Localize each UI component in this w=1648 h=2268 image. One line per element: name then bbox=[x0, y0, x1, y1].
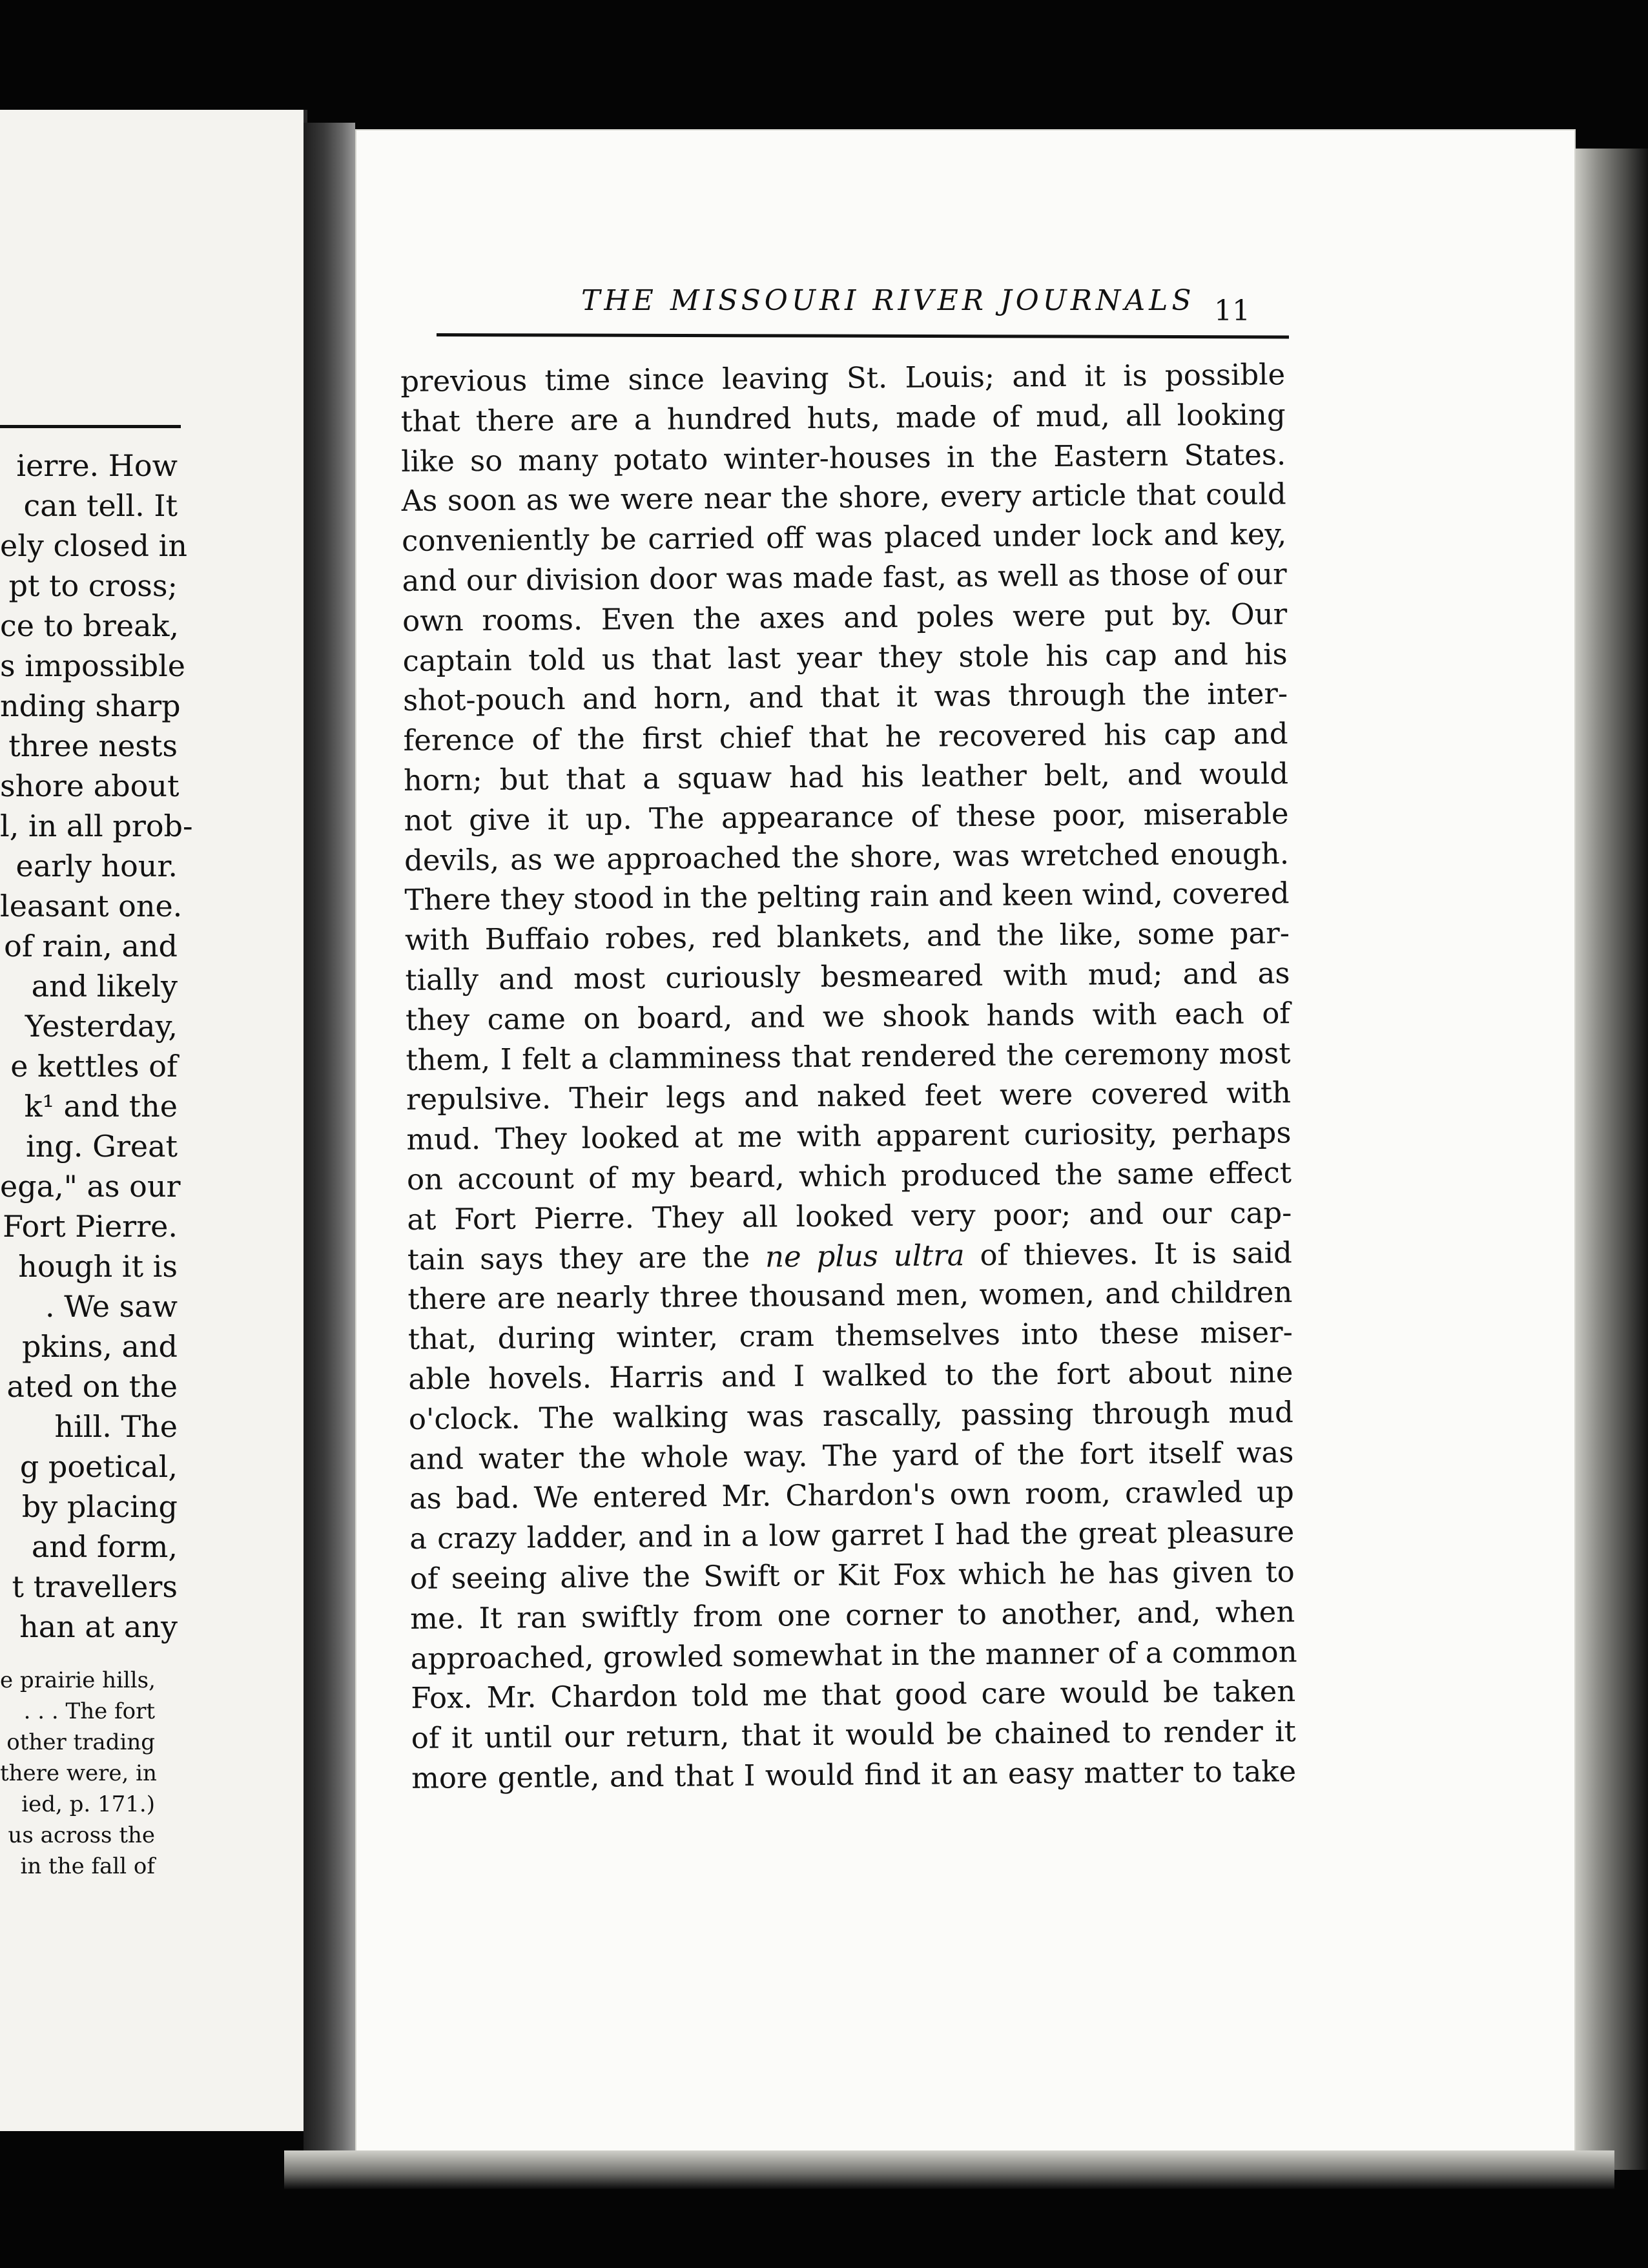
left-line: three nests bbox=[8, 728, 178, 763]
text-line: on account of my beard, which produced the same effect bbox=[406, 1155, 1292, 1197]
left-line: shore about bbox=[0, 768, 180, 803]
left-line: k¹ and the bbox=[24, 1089, 178, 1124]
text-line: they came on board, and we shook hands with each of bbox=[405, 995, 1291, 1037]
text-line: at Fort Pierre. They all looked very poor; and our cap- bbox=[407, 1195, 1292, 1237]
text-line: As soon as we were near the shore, every article that could bbox=[401, 477, 1286, 519]
text-segment: of thieves. It is said bbox=[980, 1235, 1293, 1272]
text-line: own rooms. Even the axes and poles were put by. Our bbox=[402, 597, 1288, 638]
footnote-line: . . . The fort bbox=[23, 1698, 155, 1724]
text-line: them, I felt a clamminess that rendered the ceremony most bbox=[406, 1035, 1291, 1077]
footnote-line: in the fall of bbox=[20, 1853, 155, 1879]
left-page-text bbox=[0, 446, 193, 1647]
text-line: more gentle, and that I would find it an easy matter to take bbox=[411, 1754, 1297, 1795]
left-line: Fort Pierre. bbox=[3, 1209, 178, 1244]
text-line: There they stood in the pelting rain and keen wind, covered bbox=[404, 876, 1290, 918]
text-line: that, during winter, cram themselves into these miser- bbox=[407, 1315, 1293, 1357]
left-line: g poetical, bbox=[19, 1449, 178, 1484]
left-facing-page bbox=[0, 110, 307, 2131]
text-line: with Buffaio robes, red blankets, and the like, some par- bbox=[404, 916, 1290, 958]
text-line: there are nearly three thousand men, women, and children bbox=[407, 1275, 1293, 1317]
text-line: previous time since leaving St. Louis; and it is possible bbox=[400, 357, 1286, 398]
text-line: of it until our return, that it would be chained to render it bbox=[411, 1714, 1296, 1756]
footnote-line: us across the bbox=[8, 1822, 155, 1848]
text-line: of seeing alive the Swift or Kit Fox which he has given to bbox=[409, 1554, 1295, 1596]
footnote-line: ied, p. 171.) bbox=[21, 1791, 155, 1817]
text-line: able hovels. Harris and I walked to the fort about nine bbox=[408, 1355, 1293, 1396]
text-line: me. It ran swiftly from one corner to another, and, when bbox=[410, 1594, 1295, 1636]
left-line: ing. Great bbox=[26, 1129, 178, 1164]
left-line: e kettles of bbox=[10, 1049, 178, 1084]
left-line: l, in all prob- bbox=[0, 809, 193, 843]
left-line: pt to cross; bbox=[8, 568, 178, 603]
left-line: of rain, and bbox=[4, 929, 178, 964]
footnote-line: e prairie hills, bbox=[0, 1667, 156, 1693]
left-line: ely closed in bbox=[0, 528, 187, 563]
page-bottom-edge bbox=[284, 2150, 1614, 2189]
text-line: captain told us that last year they stole his cap and his bbox=[402, 636, 1288, 678]
text-line: shot-pouch and horn, and that it was through the inter- bbox=[402, 676, 1288, 718]
footnote-line: there were, in bbox=[0, 1760, 157, 1786]
left-line: leasant one. bbox=[0, 889, 183, 923]
footnote-line: other trading bbox=[6, 1729, 155, 1755]
page-stack-edge bbox=[1576, 149, 1648, 2170]
page-number: 11 bbox=[1214, 294, 1250, 327]
italic-phrase: ne plus ultra bbox=[765, 1237, 965, 1274]
running-head: THE MISSOURI RIVER JOURNALS bbox=[581, 284, 1195, 317]
left-line: and likely bbox=[31, 969, 178, 1004]
text-line: ference of the first chief that he recovered his cap and bbox=[403, 716, 1288, 758]
text-line: approached, growled somewhat in the manner of a common bbox=[410, 1634, 1297, 1676]
text-line: conveniently be carried off was placed under lock and key, bbox=[401, 517, 1287, 559]
left-footnotes bbox=[0, 1665, 155, 1882]
text-line: horn; but that a squaw had his leather belt, and would bbox=[403, 756, 1289, 798]
left-line: hough it is bbox=[18, 1249, 178, 1284]
left-line: ega," as our bbox=[0, 1169, 181, 1204]
text-line: and water the whole way. The yard of the fort itself was bbox=[409, 1434, 1294, 1476]
left-line: can tell. It bbox=[23, 488, 178, 523]
text-line: that there are a hundred huts, made of mud, all looking bbox=[400, 397, 1286, 438]
text-line-with-italic bbox=[407, 1233, 1292, 1280]
book-gutter bbox=[304, 123, 355, 2150]
left-line: ierre. How bbox=[16, 448, 178, 483]
page-body-text bbox=[400, 355, 1296, 1798]
text-line: devils, as we approached the shore, was wretched enough. bbox=[404, 836, 1290, 878]
text-line: a crazy ladder, and in a low garret I had the great pleasure bbox=[409, 1514, 1295, 1556]
left-line: hill. The bbox=[54, 1409, 178, 1444]
left-line: Yesterday, bbox=[25, 1009, 178, 1044]
left-line: by placing bbox=[21, 1489, 178, 1524]
left-line: early hour. bbox=[15, 849, 178, 883]
left-head-rule bbox=[0, 425, 181, 428]
text-line: tially and most curiously besmeared with mud; and as bbox=[405, 956, 1290, 997]
text-line: Fox. Mr. Chardon told me that good care would be taken bbox=[411, 1674, 1296, 1716]
text-line: and our division door was made fast, as well as those of our bbox=[402, 557, 1287, 598]
left-line: nding sharp bbox=[0, 688, 181, 723]
left-line: pkins, and bbox=[21, 1329, 178, 1364]
text-line: like so many potato winter-houses in the Eastern States. bbox=[401, 437, 1286, 479]
left-line: ce to break, bbox=[0, 608, 179, 643]
left-line: . We saw bbox=[45, 1289, 178, 1324]
text-segment: tain says they are the bbox=[407, 1239, 750, 1277]
left-line: t travellers bbox=[12, 1569, 178, 1604]
text-line: repulsive. Their legs and naked feet were covered with bbox=[406, 1075, 1292, 1117]
text-line: mud. They looked at me with apparent curiosity, perhaps bbox=[406, 1115, 1292, 1157]
left-line: han at any bbox=[19, 1609, 178, 1644]
left-line: s impossible bbox=[0, 648, 186, 683]
text-line: o'clock. The walking was rascally, passing through mud bbox=[408, 1394, 1294, 1436]
left-line: and form, bbox=[31, 1529, 178, 1564]
text-line: as bad. We entered Mr. Chardon's own room, crawled up bbox=[409, 1474, 1294, 1516]
text-line: not give it up. The appearance of these poor, miserable bbox=[404, 796, 1289, 838]
left-line: ated on the bbox=[6, 1369, 178, 1404]
